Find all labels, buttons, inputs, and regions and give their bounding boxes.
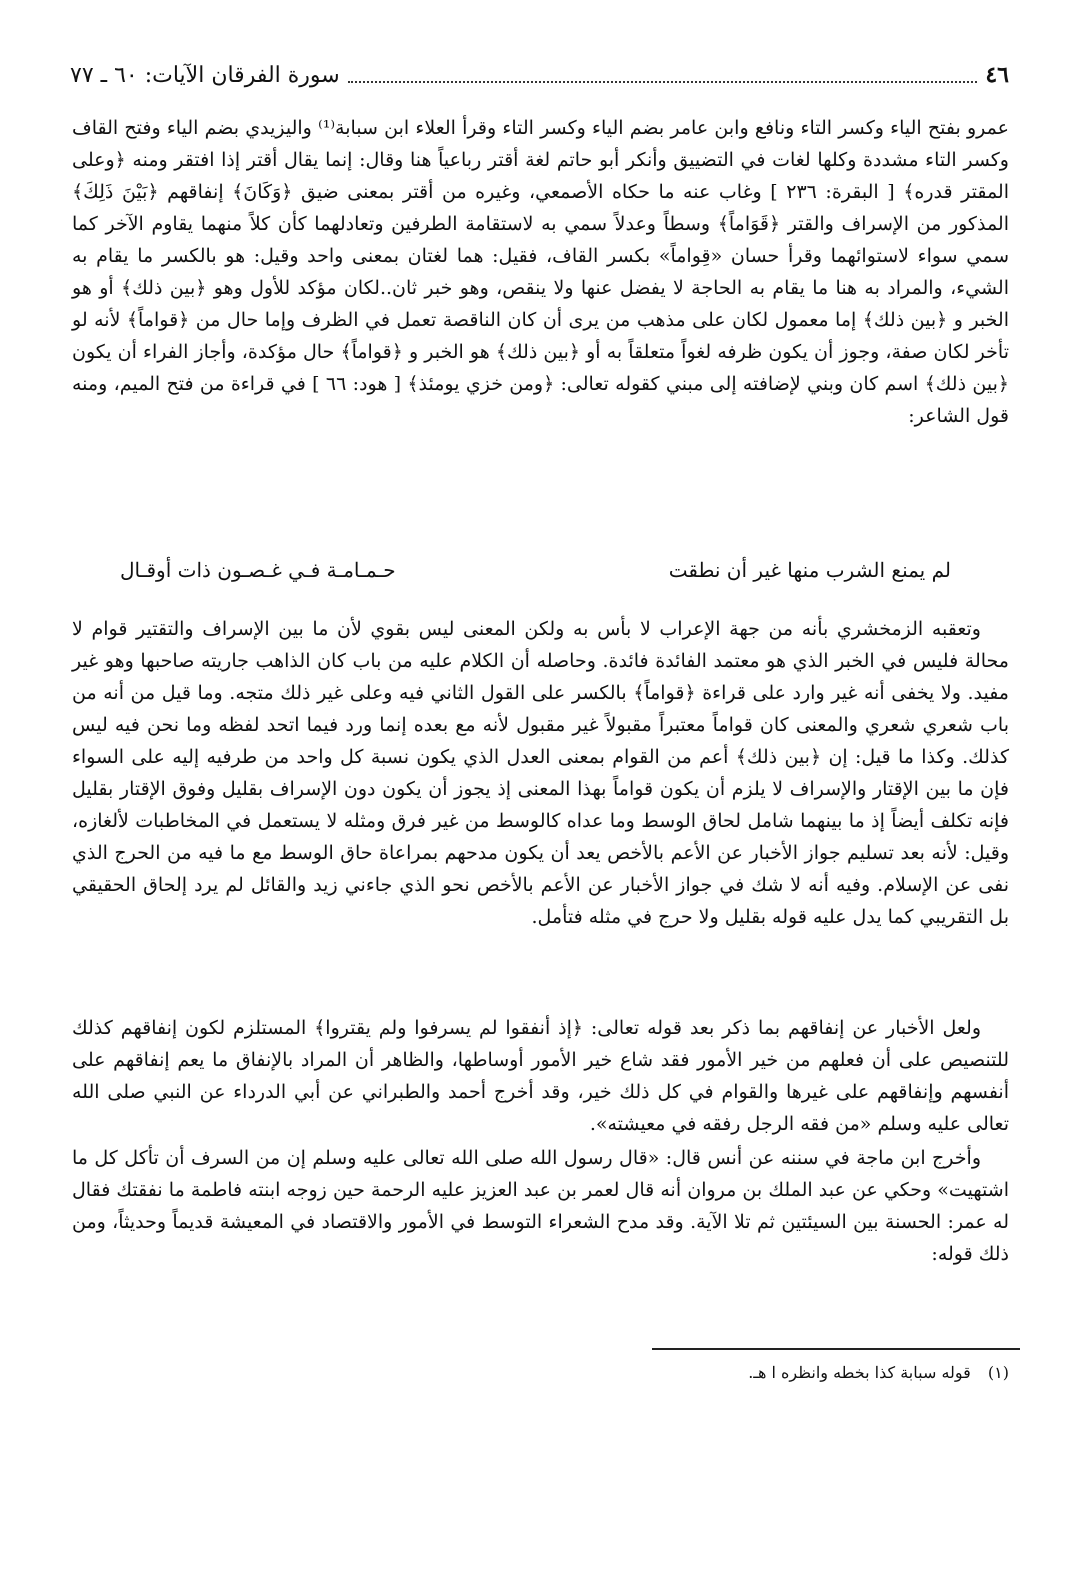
- paragraph-4-text: وأخرج ابن ماجة في سننه عن أنس قال: «قال رسول الله صلى الله تعالى عليه وسلم إن من السرف أن تأكل كل ما اشتهيت» وحكي عن عبد الملك بن مروان أنه قال لعمر بن عبد العزيز عليه الرحمة حين زوجه ابنته فاطمة ما نفقتك فقال له عمر: الحسنة بين السيئتين ثم تلا الآية. وقد مدح الشعراء التوسط في الأمور والاقتصاد في المعيشة قديماً وحديثاً، ومن ذلك قوله:: [72, 1147, 1009, 1265]
- poetry-verse: [120, 552, 951, 588]
- paragraph-4: [72, 1142, 1009, 1270]
- paragraph-3: [72, 1012, 1009, 1140]
- footnote-text: قوله سبابة كذا بخطه وانظره ا هـ.: [748, 1363, 971, 1382]
- dotted-leader: [348, 67, 978, 83]
- paragraph-2: [72, 613, 1009, 933]
- paragraph-3-text: ولعل الأخبار عن إنفاقهم بما ذكر بعد قوله تعالى: ﴿إذ أنفقوا لم يسرفوا ولم يقتروا﴾ المستلزم لكون إنفاقهم كذلك للتنصيص على أن فعلهم من خير الأمور فقد شاع خير الأمور أوساطها، والظاهر أن المراد بالإنفاق ما يعم إنفاقهم على أنفسهم وإنفاقهم على غيرها والقوام في كل ذلك خير، وقد أخرج أحمد والطبراني عن أبي الدرداء عن النبي صلى الله تعالى عليه وسلم «من فقه الرجل رفقه في معيشته».: [72, 1017, 1009, 1135]
- footnote: [400, 1360, 1009, 1386]
- footnote-marker: (١): [987, 1363, 1009, 1382]
- running-header: [70, 60, 1009, 90]
- verse-first-hemistich: لم يمنع الشرب منها غير أن نطقت: [668, 558, 951, 582]
- paragraph-1: [72, 112, 1009, 432]
- running-title: سورة الفرقان الآيات: ٦٠ ـ ٧٧: [70, 62, 340, 88]
- footnote-separator: [652, 1348, 1020, 1350]
- paragraph-1-text: عمرو بفتح الياء وكسر التاء ونافع وابن عامر بضم الياء وكسر التاء وقرأ العلاء ابن سبابة⁽¹⁾ واليزيدي بضم الياء وفتح القاف وكسر التاء مشددة وكلها لغات في التضييق وأنكر أبو حاتم لغة أقتر رباعياً هنا وقال: إنما يقال أقتر إذا افتقر ومنه ﴿وعلى المقتر قدره﴾ [ البقرة: ٢٣٦ ] وغاب عنه ما حكاه الأصمعي، وغيره من أقتر بمعنى ضيق ﴿وَكَانَ﴾ إنفاقهم ﴿بَيْنَ ذَلِكَ﴾ المذكور من الإسراف والقتر ﴿قَوَاماً﴾ وسطاً وعدلاً سمي به لاستقامة الطرفين وتعادلهما كأن كلاً منهما يقاوم الآخر كما سمي سواء لاستوائهما وقرأ حسان «قِواماً» بكسر القاف، فقيل: هما لغتان بمعنى واحد وقيل: هو بالكسر ما يقام به الشيء، والمراد به هنا ما يقام به الحاجة لا يفضل عنها ولا ينقص، وهو خبر ثان..لكان مؤكد للأول وهو ﴿بين ذلك﴾ أو هو الخبر و ﴿بين ذلك﴾ إما معمول لكان على مذهب من يرى أن كان الناقصة تعمل في الظرف وإما حال من ﴿قواماً﴾ لأنه لو تأخر لكان صفة، وجوز أن يكون ظرفه لغواً متعلقاً به أو ﴿بين ذلك﴾ هو الخبر و ﴿قواماً﴾ حال مؤكدة، وأجاز الفراء أن يكون ﴿بين ذلك﴾ اسم كان وبني لإضافته إلى مبني كقوله تعالى: ﴿ومن خزي يومئذ﴾ [ هود: ٦٦ ] في قراءة من فتح الميم، ومنه قول الشاعر:: [72, 117, 1009, 427]
- paragraph-2-text: وتعقبه الزمخشري بأنه من جهة الإعراب لا بأس به ولكن المعنى ليس بقوي لأن ما بين الإسراف والتقتير قوام لا محالة فليس في الخبر الذي هو معتمد الفائدة فائدة. وحاصله أن الكلام عليه من باب كان الذاهب جاريته صاحبها وهو غير مفيد. ولا يخفى أنه غير وارد على قراءة ﴿قواماً﴾ بالكسر على القول الثاني فيه وعلى غير ذلك متجه. وما قيل من أنه من باب شعري شعري والمعنى كان قواماً معتبراً مقبولاً غير مقبول لأنه مع بعده إنما ورد فيما اتحد لفظه وما نحن فيه ليس كذلك. وكذا ما قيل: إن ﴿بين ذلك﴾ أعم من القوام بمعنى العدل الذي يكون نسبة كل واحد من طرفيه إليه على السواء فإن ما بين الإقتار والإسراف لا يلزم أن يكون قواماً بهذا المعنى إذ يجوز أن يكون دون الإسراف بقليل وفوق الإقتار بقليل فإنه تكلف أيضاً إذ ما بينهما شامل لحاق الوسط وما عداه كالوسط من غير فرق ومثله لا يستعمل في المخاطبات لألغازه، وقيل: لأنه بعد تسليم جواز الأخبار عن الأعم بالأخص يعد أن يكون مدحهم بمراعاة حاق الوسط مع ما فيه من الحرج الذي نفى عن الإسلام. وفيه أنه لا شك في جواز الأخبار عن الأعم بالأخص نحو الذي جاءني زيد والقائل لم يرد إلحاق الحقيقي بل التقريبي كما يدل عليه قوله بقليل ولا حرج في مثله فتأمل.: [72, 618, 1009, 928]
- verse-second-hemistich: حـمـامـة فـي غـصـون ذات أوقـال: [120, 558, 396, 582]
- page-number: ٤٦: [985, 62, 1009, 88]
